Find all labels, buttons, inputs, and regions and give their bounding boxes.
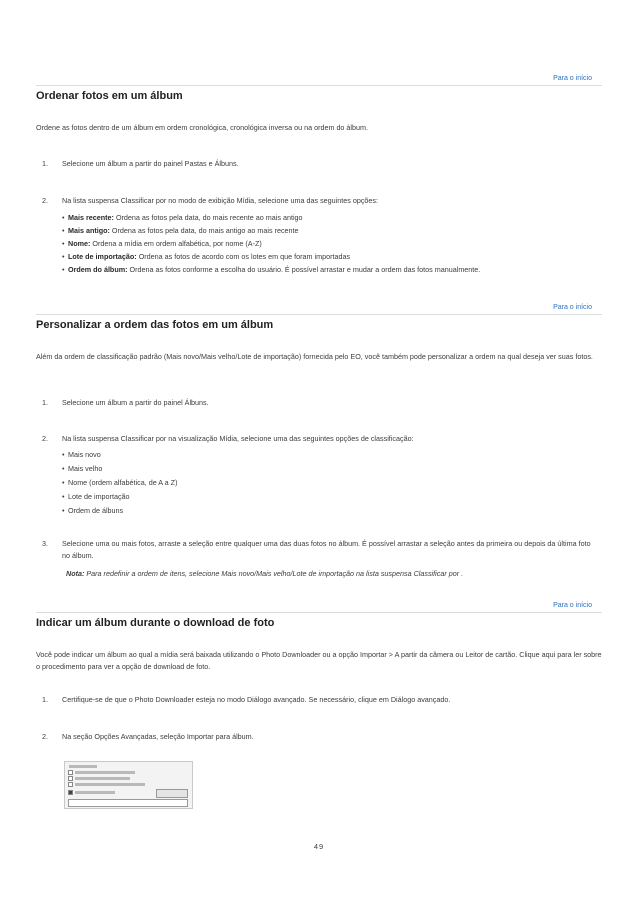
page-number: 49 [313,842,325,851]
step-3 [42,538,598,562]
bullet-icon: • [62,239,65,248]
bullet-icon: • [62,450,65,459]
option-text: Mais novo [68,450,101,459]
list-item [62,505,598,517]
step-text: Selecione um álbum a partir do painel Álbuns. [62,398,209,407]
option-text: Ordem de álbuns [68,506,124,515]
option-label: Ordem do álbum: [68,265,128,274]
section-intro: Você pode indicar um álbum ao qual a mídia será baixada utilizando o Photo Downloader ou a opção Importar > A partir da câmera ou Leitor de cartão. Clique aqui para ler sobre o procedimento para ver a opção de download de foto. [36,650,602,671]
thumb-line [75,783,145,786]
step-text: Certifique-se de que o Photo Downloader esteja no modo Diálogo avançado. Se necessário, clique em Diálogo avançado. [62,695,451,704]
step-1 [42,397,598,409]
step-text: Na seção Opções Avançadas, seleção Importar para álbum. [62,732,254,741]
note-text: Para redefinir a ordem de itens, selecione Mais novo/Mais velho/Lote de importação na lista suspensa Classificar por . [84,569,464,578]
step-number: 2. [42,196,48,205]
thumb-checkbox [68,790,73,795]
option-text: Ordena as fotos pela data, do mais antigo ao mais recente [109,226,299,235]
section-divider [36,314,602,315]
step-number: 2. [42,732,48,741]
bullet-icon: • [62,478,65,487]
back-to-top-link[interactable]: Para o início [553,75,592,82]
option-text: Ordena as fotos de acordo com os lotes em que foram importadas [136,252,351,261]
option-text: Lote de importação [68,492,130,501]
step-1 [42,158,598,170]
thumb-checkbox [68,782,73,787]
option-text: Ordena a mídia em ordem alfabética, por nome (A-Z) [90,239,262,248]
step-text: Na lista suspensa Classificar por no modo de exibição Mídia, selecione uma das seguintes opções: [62,196,379,205]
list-item [62,251,598,263]
step-2 [42,433,598,445]
thumb-button [156,789,188,798]
option-text: Nome (ordem alfabética, de A a Z) [68,478,178,487]
thumb-line [75,777,130,780]
list-item [62,264,598,276]
step-text: Na lista suspensa Classificar por na visualização Mídia, selecione uma das seguintes opções de classificação: [62,434,414,443]
bullet-icon: • [62,252,65,261]
step-number: 2. [42,434,48,443]
step-number: 3. [42,539,48,548]
step-text: Selecione um álbum a partir do painel Pastas e Álbuns. [62,159,239,168]
section-divider [36,612,602,613]
list-item [62,449,598,461]
bullet-icon: • [62,226,65,235]
bullet-icon: • [62,492,65,501]
list-item [62,491,598,503]
step-number: 1. [42,398,48,407]
section-heading: Personalizar a ordem das fotos em um álbum [36,319,274,331]
step-text: Selecione uma ou mais fotos, arraste a seleção entre qualquer uma das duas fotos no álbum. É possível arrastar a seleção antes da primeira ou depois da última foto no álbum. [62,539,591,560]
list-item [62,212,598,224]
list-item [62,477,598,489]
option-label: Mais antigo: [68,226,110,235]
option-text: Ordena as fotos pela data, do mais recente ao mais antigo [113,213,303,222]
thumb-checkbox [68,776,73,781]
back-to-top-link[interactable]: Para o início [553,602,592,609]
step-2 [42,195,598,207]
section-heading: Indicar um álbum durante o download de foto [36,617,275,629]
step-number: 1. [42,159,48,168]
back-to-top-link[interactable]: Para o início [553,304,592,311]
option-text: Ordena as fotos conforme a escolha do usuário. É possível arrastar e mudar a ordem das fotos manualmente. [127,265,481,274]
thumb-checkbox [68,770,73,775]
option-label: Mais recente: [68,213,114,222]
section-divider [36,85,602,86]
thumb-field [68,799,188,807]
list-item [62,238,598,250]
list-item [62,463,598,475]
list-item [62,225,598,237]
section-intro: Ordene as fotos dentro de um álbum em ordem cronológica, cronológica inversa ou na ordem do álbum. [36,123,369,132]
bullet-icon: • [62,464,65,473]
step-1 [42,694,598,706]
bullet-icon: • [62,265,65,274]
thumb-line [69,765,97,768]
section-intro: Além da ordem de classificação padrão (Mais novo/Mais velho/Lote de importação) fornecida pelo EO, você também pode personalizar a ordem na qual deseja ver suas fotos. [36,352,593,361]
option-text: Mais velho [68,464,103,473]
bullet-icon: • [62,213,65,222]
thumb-line [75,771,135,774]
option-label: Lote de importação: [68,252,137,261]
section-heading: Ordenar fotos em um álbum [36,90,183,102]
step-2 [42,731,598,743]
thumb-line [75,791,115,794]
option-label: Nome: [68,239,91,248]
advanced-options-screenshot [64,761,193,809]
bullet-icon: • [62,506,65,515]
note-label: Nota: [66,569,85,578]
note [66,568,596,580]
step-number: 1. [42,695,48,704]
